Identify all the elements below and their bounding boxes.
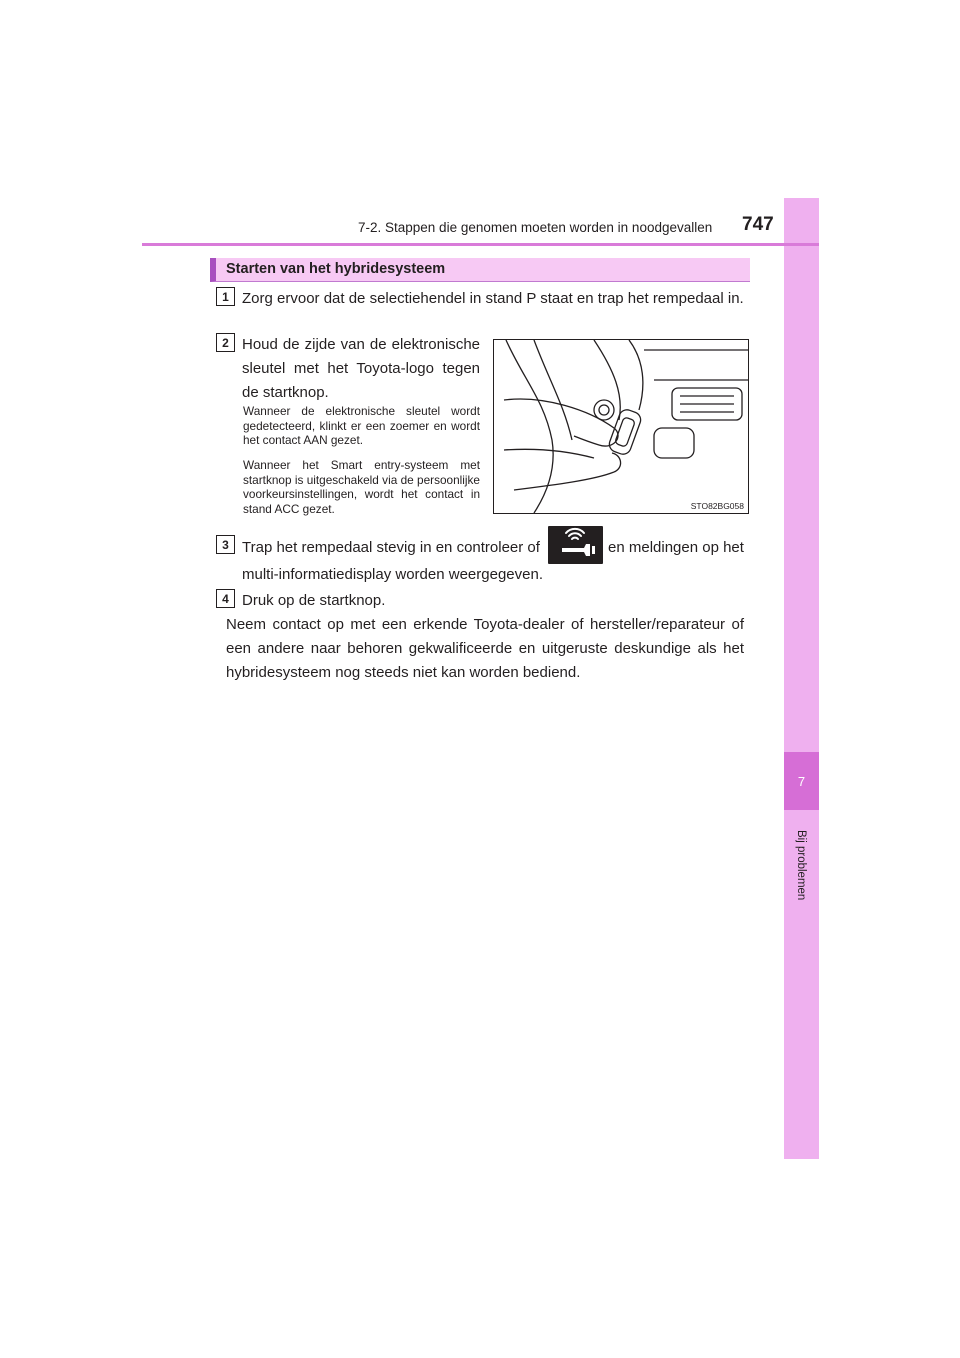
step-2-note-1: Wanneer de elektronische sleutel wordt gedetecteerd, klinkt er een zoemer en wordt het contact AAN gezet. <box>243 404 480 447</box>
page-number: 747 <box>742 214 774 235</box>
chapter-sidebar <box>784 198 819 1159</box>
running-header: 7-2. Stappen die genomen moeten worden in noodgevallen <box>358 220 713 235</box>
chapter-label: Bij problemen <box>795 830 807 901</box>
closing-paragraph: Neem contact op met een erkende Toyota-dealer of hersteller/reparateur of een andere naar behoren gekwalificeerde en uitgeruste deskundige als het hybridesysteem nog steeds niet kan worden bediend. <box>226 616 744 681</box>
ready-indicator-icon <box>548 526 603 564</box>
step-2-text: Houd de zijde van de elektronische sleutel met het Toyota-logo tegen de startknop. <box>242 336 480 401</box>
step-3-text-after-line-1: en meldingen op het <box>608 539 744 556</box>
step-4-text: Druk op de startknop. <box>242 592 386 609</box>
step-2-note-2: Wanneer het Smart entry-systeem met startknop is uitgeschakeld via de persoonlijke voorkeursinstellingen, wordt het contact in stand ACC gezet. <box>243 458 480 516</box>
step-number-2: 2 <box>216 333 235 352</box>
step-number-1: 1 <box>216 287 235 306</box>
step-3-text-before: Trap het rempedaal stevig in en controleer of <box>242 539 540 556</box>
illustration-code: STO82BG058 <box>690 501 744 511</box>
header-rule <box>142 243 819 246</box>
step-number-4: 4 <box>216 589 235 608</box>
chapter-number-tab[interactable] <box>784 752 819 810</box>
step-number-3: 3 <box>216 535 235 554</box>
section-heading <box>210 258 750 282</box>
section-heading-text: Starten van het hybridesysteem <box>226 261 446 277</box>
step-3-text-after-line-2: multi-informatiedisplay worden weergegeven. <box>242 566 543 583</box>
chapter-number: 7 <box>797 773 806 789</box>
key-in-hand-illustration <box>494 340 748 513</box>
step-1-text: Zorg ervoor dat de selectiehendel in stand P staat en trap het rempedaal in. <box>242 290 744 307</box>
key-illustration <box>493 339 749 514</box>
